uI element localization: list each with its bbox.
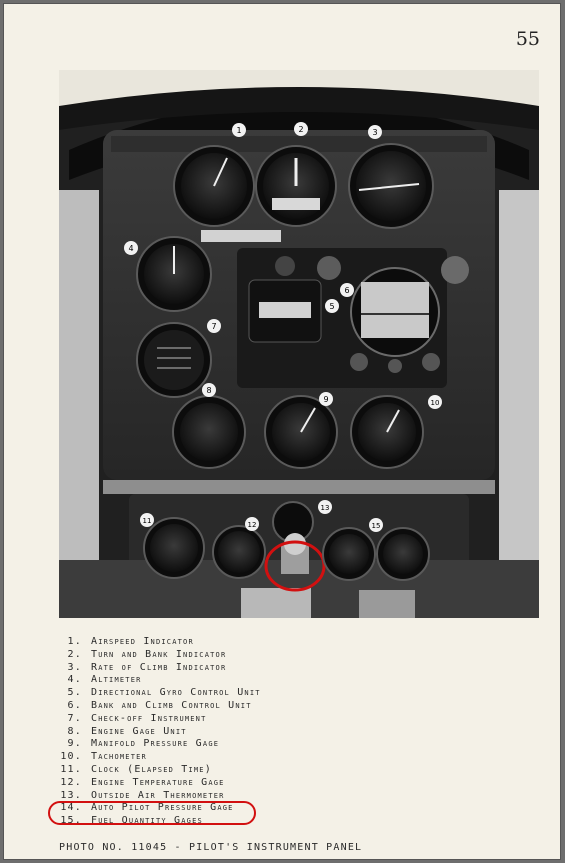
legend-item: 1. Airspeed Indicator bbox=[67, 636, 194, 647]
callout-marker-13 bbox=[318, 500, 332, 514]
engine-temperature-gage bbox=[213, 526, 265, 578]
svg-text:1: 1 bbox=[236, 126, 242, 135]
svg-text:12: 12 bbox=[247, 521, 257, 529]
callout-marker-3 bbox=[368, 125, 382, 139]
legend-item: 13. Outside Air Thermometer bbox=[60, 789, 225, 801]
callout-marker-5 bbox=[325, 299, 339, 313]
airspeed-indicator-gauge bbox=[174, 146, 254, 226]
legend-item: 15. Fuel Quantity Gages bbox=[60, 815, 203, 827]
engine-gage-unit bbox=[173, 396, 245, 468]
knob bbox=[441, 256, 469, 284]
instrument-legend bbox=[56, 636, 261, 828]
callout-marker-8 bbox=[202, 383, 216, 397]
callout-marker-9 bbox=[319, 392, 333, 406]
svg-text:6: 6 bbox=[344, 286, 350, 295]
legend-item: 3. Rate of Climb Indicator bbox=[67, 661, 227, 673]
legend-item: 6. Bank and Climb Control Unit bbox=[67, 699, 252, 711]
legend-item: 12. Engine Temperature Gage bbox=[60, 776, 225, 788]
svg-text:4: 4 bbox=[128, 244, 134, 253]
callout-marker-4 bbox=[124, 241, 138, 255]
legend-item: 10. Tachometer bbox=[60, 751, 147, 763]
legend-item: 11. Clock (Elapsed Time) bbox=[60, 763, 212, 775]
altimeter-gauge bbox=[137, 237, 211, 311]
tachometer-gauge bbox=[351, 396, 423, 468]
page-number: 55 bbox=[515, 28, 540, 50]
legend-item: 9. Manifold Pressure Gage bbox=[67, 738, 220, 750]
svg-text:15: 15 bbox=[371, 522, 381, 530]
svg-text:10: 10 bbox=[430, 399, 440, 407]
knob bbox=[317, 256, 341, 280]
callout-marker-11 bbox=[140, 513, 154, 527]
callout-marker-1 bbox=[232, 123, 246, 137]
svg-text:13: 13 bbox=[320, 504, 330, 512]
svg-text:8: 8 bbox=[206, 386, 212, 395]
callout-marker-2 bbox=[294, 122, 308, 136]
svg-text:5: 5 bbox=[329, 302, 335, 311]
callout-marker-15 bbox=[369, 518, 383, 532]
callout-marker-6 bbox=[340, 283, 354, 297]
callout-marker-7 bbox=[207, 319, 221, 333]
svg-text:7: 7 bbox=[211, 322, 217, 331]
legend-item: 8. Engine Gage Unit bbox=[67, 725, 187, 737]
clock-elapsed-time bbox=[144, 518, 204, 578]
rate-of-climb-indicator-gauge bbox=[349, 144, 433, 228]
instrument-panel-photo bbox=[59, 70, 539, 618]
highlight-annotation bbox=[48, 801, 256, 825]
callout-marker-12 bbox=[245, 517, 259, 531]
label-plate bbox=[201, 230, 281, 242]
manifold-pressure-gage bbox=[265, 396, 337, 468]
document-page bbox=[4, 4, 560, 859]
legend-item: 2. Turn and Bank Indicator bbox=[67, 648, 227, 660]
check-off-instrument bbox=[137, 323, 211, 397]
legend-item-highlighted: 14. Auto Pilot Pressure Gage bbox=[60, 802, 234, 814]
photo-caption: PHOTO NO. 11045 - PILOT'S INSTRUMENT PANEL bbox=[59, 842, 363, 853]
legend-item: 5. Directional Gyro Control Unit bbox=[67, 687, 261, 699]
svg-text:9: 9 bbox=[323, 395, 329, 404]
turn-and-bank-indicator-gauge bbox=[256, 146, 336, 226]
legend-item: 7. Check-off Instrument bbox=[67, 712, 207, 724]
svg-text:2: 2 bbox=[298, 125, 304, 134]
legend-item: 4. Altimeter bbox=[67, 674, 142, 686]
svg-text:3: 3 bbox=[372, 128, 378, 137]
svg-text:11: 11 bbox=[142, 517, 152, 525]
callout-marker-10 bbox=[428, 395, 442, 409]
